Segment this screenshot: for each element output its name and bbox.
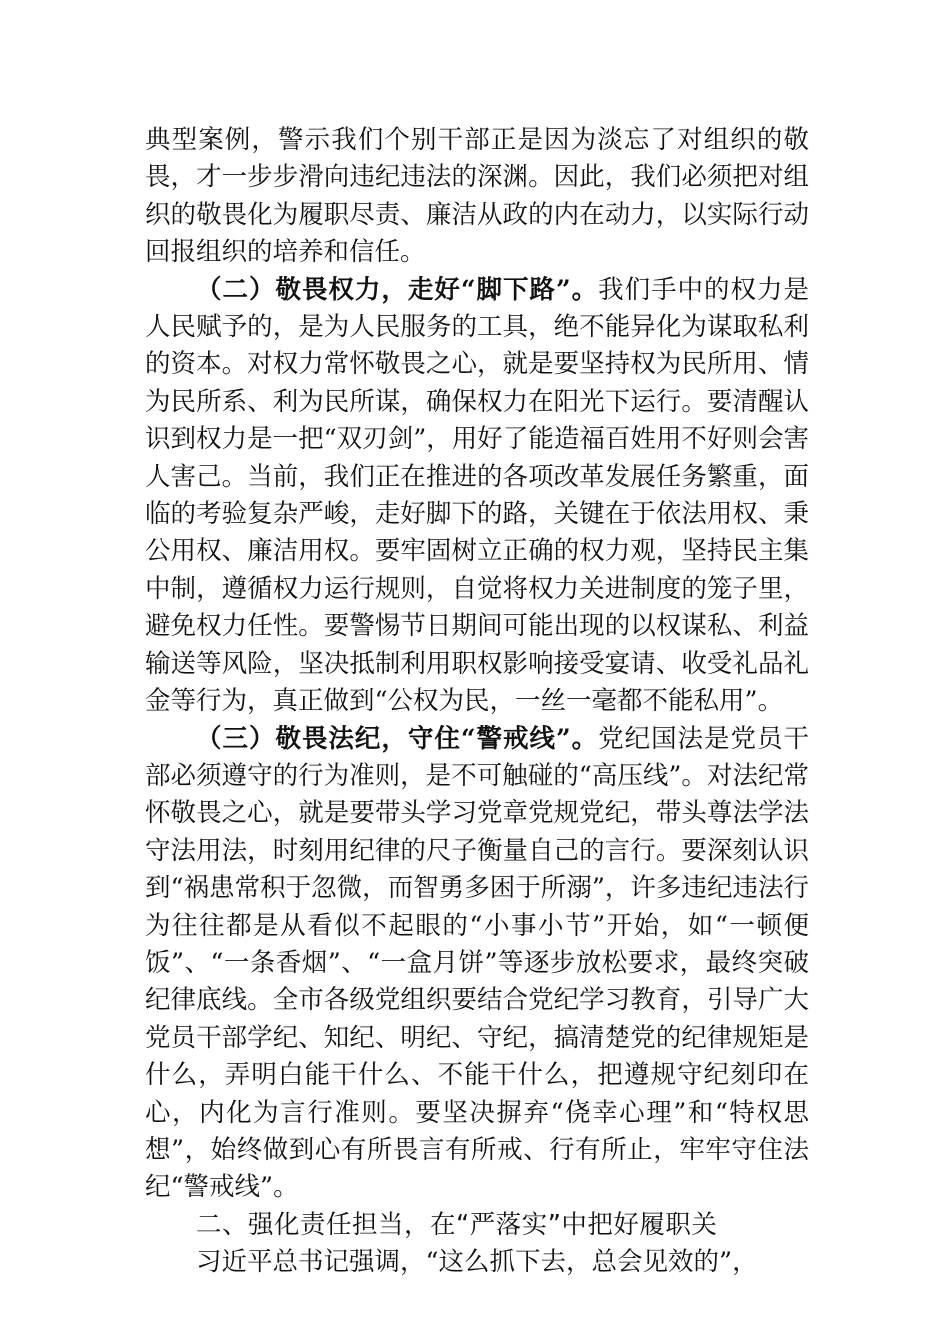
paragraph-body: 典型案例，警示我们个别干部正是因为淡忘了对组织的敬畏，才一步步滑向违纪违法的深渊。因此，我们必须把对组织的敬畏化为履职尽责、廉洁从政的内在动力，以实际行动回报组织的培养和信任。: [145, 125, 809, 268]
paragraph-body: 我们手中的权力是人民赋予的，是为人民服务的工具，绝不能异化为谋取私利的资本。对权力常怀敬畏之心，就是要坚持权为民所用、情为民所系、利为民所谋，确保权力在阳光下运行。要清醒认识到权力是一把“双刃剑”，用好了能造福百姓用不好则会害人害己。当前，我们正在推进的各项改革发展任务繁重，面临的考验复杂严峻，走好脚下的路，关键在于依法用权、秉公用权、廉洁用权。要牢固树立正确的权力观，坚持民主集中制，遵循权力运行规则，自觉将权力关进制度的笼子里，避免权力任性。要警惕节日期间可能出现的以权谋私、利益输送等风险，坚决抵制利用职权影响接受宴请、收受礼品礼金等行为，真正做到“公权为民，一丝一毫都不能私用”。: [145, 274, 809, 717]
document-body: [145, 122, 809, 1282]
paragraph-respect-power: [145, 272, 809, 721]
paragraph-body: 党纪国法是党员干部必须遵守的行为准则，是不可触碰的“高压线”。对法纪常怀敬畏之心，就是要带头学习党章党规党纪，带头尊法学法守法用法，时刻用纪律的尺子衡量自己的言行。要深刻认识到“祸患常积于忽微，而智勇多困于所溺”，许多违纪违法行为往往都是从看似不起眼的“小事小节”开始，如“一顿便饭”、“一条香烟”、“一盒月饼”等逐步放松要求，最终突破纪律底线。全市各级党组织要结合党纪学习教育，引导广大党员干部学纪、知纪、明纪、守纪，搞清楚党的纪律规矩是什么，弄明白能干什么、不能干什么，把遵规守纪刻印在心，内化为言行准则。要坚决摒弃“侥幸心理”和“特权思想”，始终做到心有所畏言有所戒、行有所止，牢牢守住法纪“警戒线”。: [145, 723, 809, 1203]
section-heading: 二、强化责任担当，在“严落实”中把好履职关: [196, 1209, 718, 1240]
subheading-respect-power: （二）敬畏权力，走好“脚下路”。: [196, 274, 599, 305]
paragraph-respect-law: [145, 721, 809, 1207]
paragraph-closing: 习近平总书记强调，“这么抓下去，总会见效的”，: [196, 1247, 758, 1278]
subheading-respect-law: （三）敬畏法纪，守住“警戒线”。: [196, 723, 599, 754]
paragraph-continuation: [145, 122, 809, 272]
